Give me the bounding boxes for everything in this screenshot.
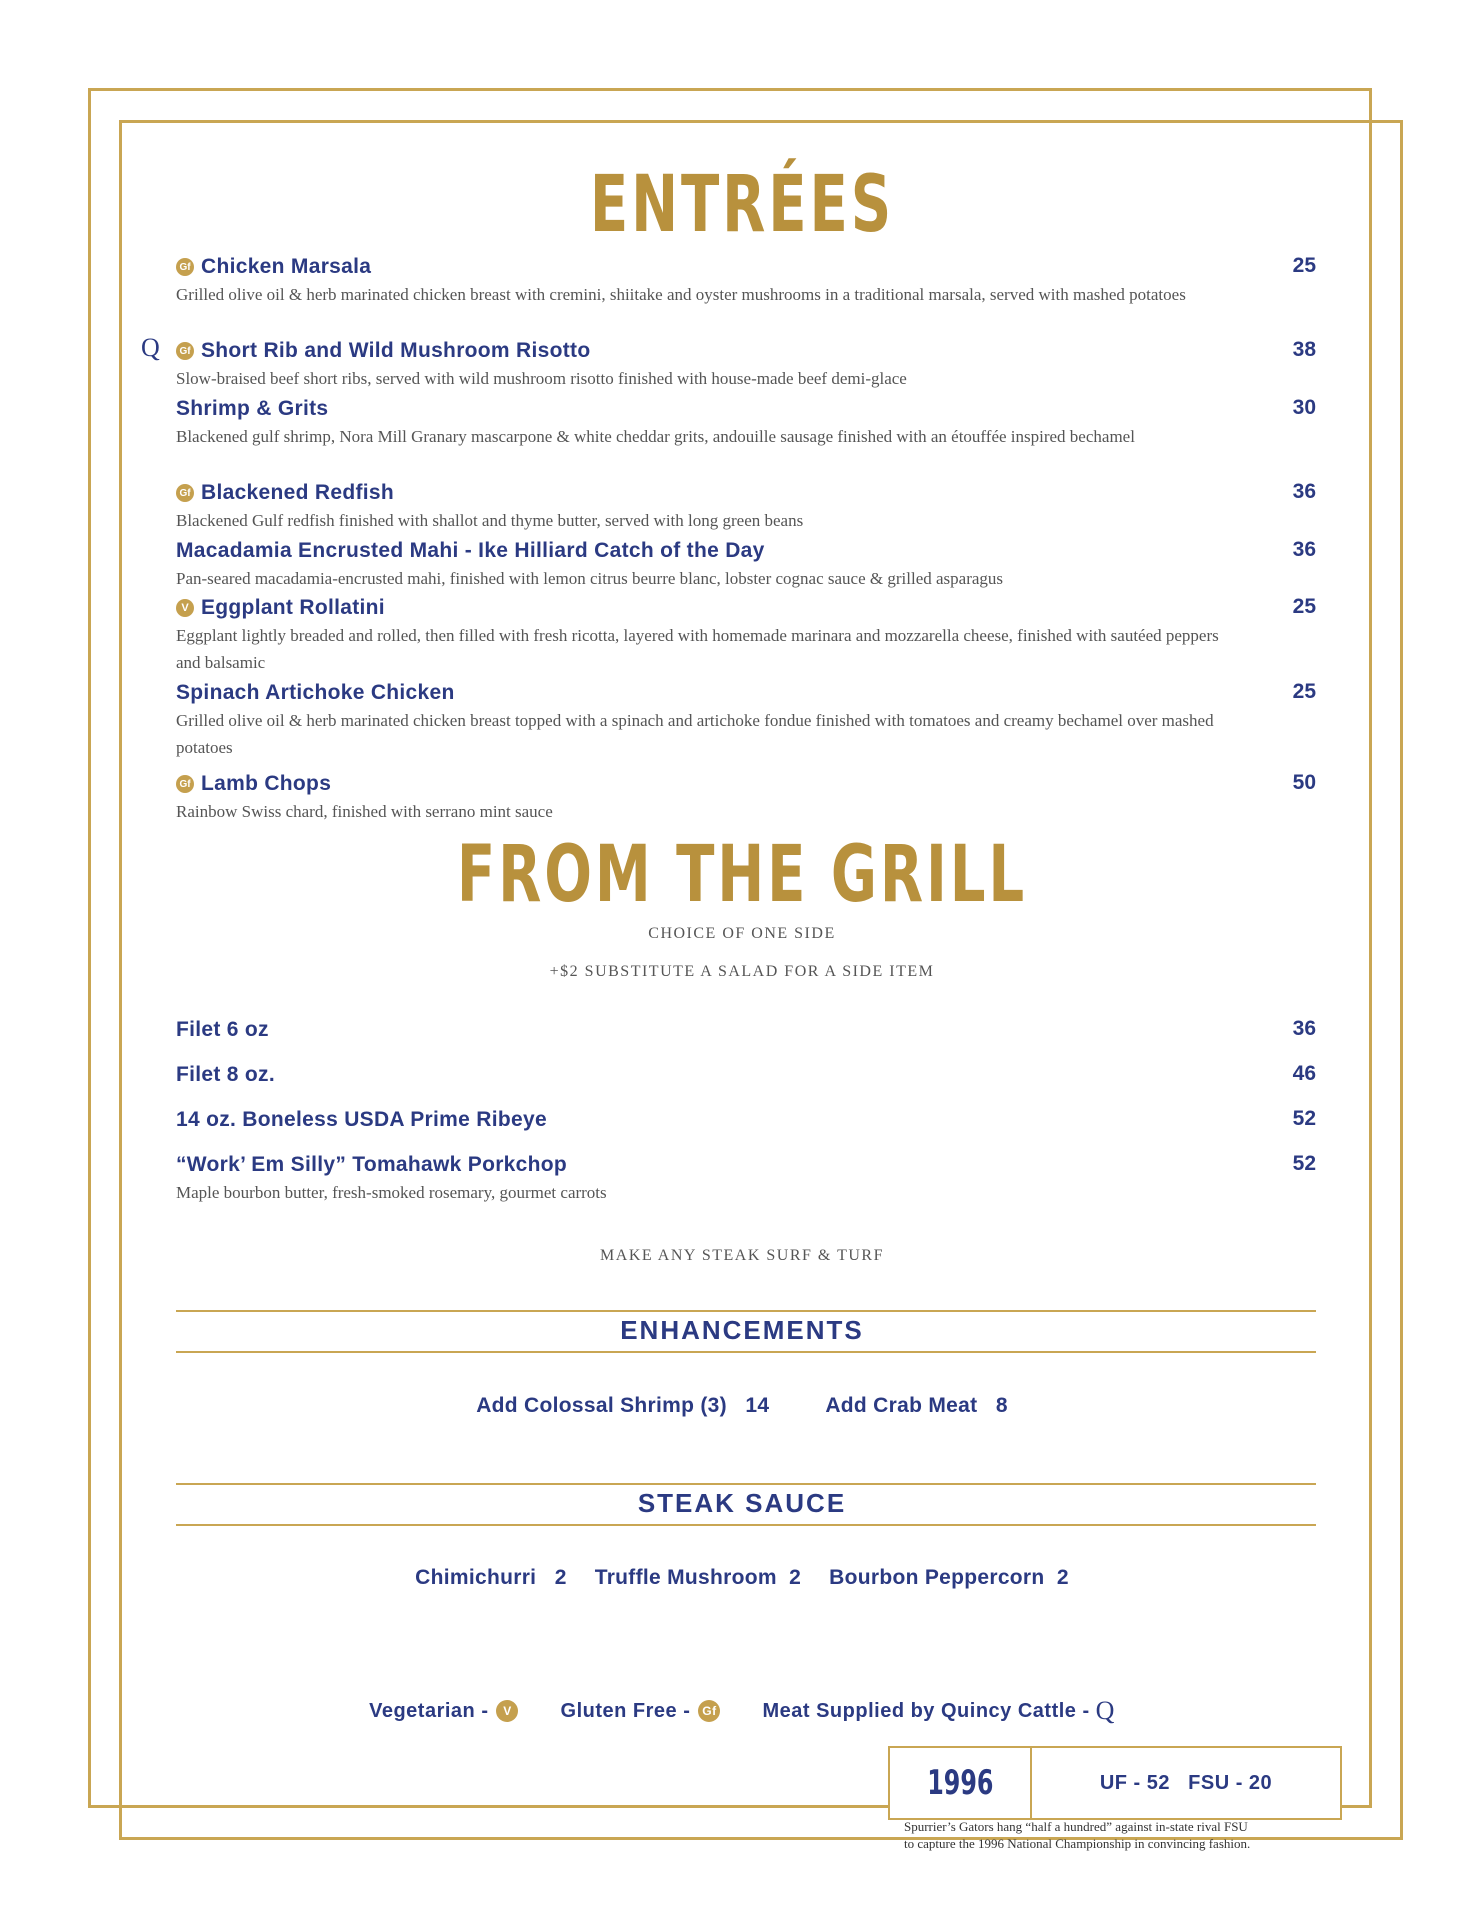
legend-gluten-free — [561, 1700, 721, 1723]
entree-name: Short Rib and Wild Mushroom Risotto — [201, 339, 591, 362]
entree-item — [176, 771, 1316, 825]
entree-name: Shrimp & Grits — [176, 397, 329, 420]
entree-item — [176, 254, 1316, 308]
entree-name-row — [176, 680, 1316, 706]
grill-item-name: 14 oz. Boneless USDA Prime Ribeye — [176, 1108, 547, 1131]
surf-turf-note: MAKE ANY STEAK SURF & TURF — [600, 1247, 884, 1264]
entree-item — [176, 680, 1316, 761]
entree-price: 25 — [1292, 254, 1316, 277]
gluten-free-icon: Gf — [176, 775, 194, 793]
enhancement-crab-price: 8 — [995, 1394, 1008, 1417]
steak-sauce-top-rule — [176, 1483, 1316, 1485]
grill-item-price: 46 — [1292, 1062, 1316, 1085]
score-year — [890, 1748, 1032, 1818]
legend-quincy — [762, 1696, 1114, 1726]
sauce-bourbon-name: Bourbon Peppercorn — [829, 1566, 1045, 1589]
enhancement-crab-name: Add Crab Meat — [825, 1394, 978, 1417]
grill-item-name: “Work’ Em Silly” Tomahawk Porkchop — [176, 1153, 568, 1176]
steak-sauce-options — [0, 1566, 1484, 1590]
entree-name-row — [176, 254, 1316, 280]
enhancement-shrimp-price: 14 — [745, 1394, 770, 1417]
sauce-bourbon-price: 2 — [1056, 1566, 1069, 1589]
entree-name-row — [176, 480, 1316, 506]
entree-item — [176, 396, 1316, 450]
gluten-free-icon: Gf — [176, 342, 194, 360]
grill-item-name: Filet 8 oz. — [176, 1063, 275, 1086]
sauce-truffle-price: 2 — [789, 1566, 802, 1589]
enhancements-bottom-rule — [176, 1351, 1316, 1353]
sauce-chimichurri-price: 2 — [554, 1566, 567, 1589]
grill-item — [176, 1017, 1316, 1043]
grill-item — [176, 1152, 1316, 1206]
entree-name: Chicken Marsala — [201, 255, 372, 278]
entree-item — [176, 595, 1316, 676]
entree-name: Lamb Chops — [201, 772, 332, 795]
grill-item — [176, 1062, 1316, 1088]
grill-name-row — [176, 1017, 1316, 1043]
grill-name-row — [176, 1062, 1316, 1088]
entree-price: 38 — [1292, 338, 1316, 361]
sauce-chimichurri-name: Chimichurri — [415, 1566, 537, 1589]
entree-description: Grilled olive oil & herb marinated chicken breast with cremini, shiitake and oyster mushrooms in a traditional marsala, served with mashed potatoes — [176, 285, 1186, 304]
entree-name: Macadamia Encrusted Mahi - Ike Hilliard Catch of the Day — [176, 539, 765, 562]
footer-caption — [904, 1818, 1344, 1852]
entree-price: 50 — [1292, 771, 1316, 794]
grill-title: FROM THE GRILL — [456, 830, 1028, 920]
steak-sauce-heading: STEAK SAUCE — [637, 1488, 847, 1518]
entree-name-row — [176, 595, 1316, 621]
enhancements-heading: ENHANCEMENTS — [620, 1315, 864, 1345]
entree-description: Slow-braised beef short ribs, served with wild mushroom risotto finished with house-made beef demi-glace — [176, 369, 907, 388]
grill-name-row — [176, 1152, 1316, 1178]
entree-price: 30 — [1292, 396, 1316, 419]
caption-line-2: to capture the 1996 National Championship in convincing fashion. — [904, 1836, 1251, 1851]
grill-item-description: Maple bourbon butter, fresh-smoked rosemary, gourmet carrots — [176, 1183, 607, 1202]
entree-price: 25 — [1292, 680, 1316, 703]
entree-name-row — [176, 396, 1316, 422]
legend-vegetarian — [369, 1700, 518, 1723]
quincy-cattle-icon: Q — [141, 333, 160, 362]
entree-name: Blackened Redfish — [201, 481, 394, 504]
grill-side-note: CHOICE OF ONE SIDE — [648, 925, 836, 942]
gluten-free-icon: Gf — [176, 484, 194, 502]
grill-salad-note: +$2 SUBSTITUTE A SALAD FOR A SIDE ITEM — [549, 963, 935, 980]
entree-name-row — [176, 771, 1316, 797]
entree-name-row — [176, 338, 1316, 364]
grill-item — [176, 1107, 1316, 1133]
enhancements-top-rule — [176, 1310, 1316, 1312]
entree-description: Blackened Gulf redfish finished with shallot and thyme butter, served with long green beans — [176, 511, 804, 530]
dietary-legend — [0, 1696, 1484, 1726]
grill-name-row — [176, 1107, 1316, 1133]
quincy-cattle-icon: Q — [1095, 1696, 1115, 1725]
entree-description: Blackened gulf shrimp, Nora Mill Granary mascarpone & white cheddar grits, andouille sausage finished with an étouffée inspired bechamel — [176, 427, 1135, 446]
enhancement-shrimp-name: Add Colossal Shrimp (3) — [476, 1394, 727, 1417]
legend-gluten-free-label: Gluten Free - — [560, 1699, 691, 1722]
enhancements-options — [0, 1394, 1484, 1418]
entree-price: 25 — [1292, 595, 1316, 618]
score-text: UF - 52 FSU - 20 — [1099, 1771, 1273, 1794]
entree-name: Eggplant Rollatini — [201, 596, 385, 619]
vegetarian-icon: V — [176, 599, 194, 617]
grill-item-price: 36 — [1292, 1017, 1316, 1040]
grill-item-name: Filet 6 oz — [176, 1018, 269, 1041]
score-box — [888, 1746, 1342, 1820]
legend-vegetarian-label: Vegetarian - — [369, 1699, 489, 1722]
sauce-truffle-name: Truffle Mushroom — [594, 1566, 777, 1589]
entree-item — [176, 480, 1316, 534]
gluten-free-icon: Gf — [698, 1700, 720, 1722]
entree-description: Eggplant lightly breaded and rolled, then filled with fresh ricotta, layered with homemade marinara and mozzarella cheese, finished with sautéed peppers and balsamic — [176, 626, 1219, 672]
grill-item-price: 52 — [1292, 1152, 1316, 1175]
entree-price: 36 — [1292, 480, 1316, 503]
entree-description: Pan-seared macadamia-encrusted mahi, finished with lemon citrus beurre blanc, lobster cognac sauce & grilled asparagus — [176, 569, 1004, 588]
entree-item — [176, 538, 1316, 592]
score-year-text: 1996 — [926, 1763, 994, 1803]
entree-name: Spinach Artichoke Chicken — [176, 681, 455, 704]
steak-sauce-bottom-rule — [176, 1524, 1316, 1526]
entree-description: Rainbow Swiss chard, finished with serrano mint sauce — [176, 802, 553, 821]
gluten-free-icon: Gf — [176, 258, 194, 276]
entree-item — [176, 338, 1316, 392]
entrees-title: ENTRÉES — [589, 160, 895, 250]
entree-description: Grilled olive oil & herb marinated chicken breast topped with a spinach and artichoke fondue finished with tomatoes and creamy bechamel over mashed potatoes — [176, 711, 1214, 757]
entree-price: 36 — [1292, 538, 1316, 561]
caption-line-1: Spurrier’s Gators hang “half a hundred” against in-state rival FSU — [904, 1819, 1248, 1834]
vegetarian-icon: V — [496, 1700, 518, 1722]
grill-item-price: 52 — [1292, 1107, 1316, 1130]
entree-name-row — [176, 538, 1316, 564]
legend-quincy-label: Meat Supplied by Quincy Cattle - — [762, 1699, 1090, 1722]
